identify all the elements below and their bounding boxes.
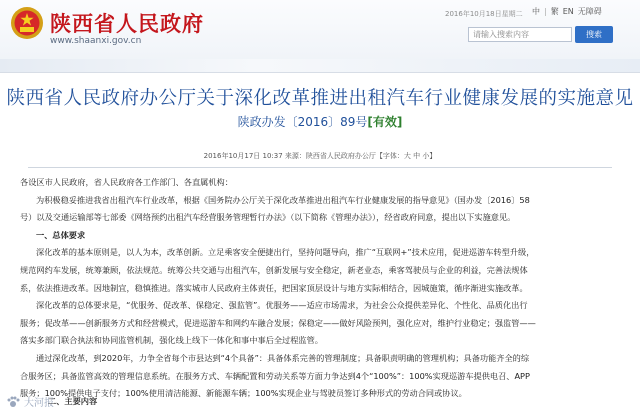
paragraph-line: 合服务区；具备监管高效的管理信息系统。在服务方式、车辆配置和劳动关系等方面力争达到4个“100%”：100%实现巡游车提供电召、APP [20,370,530,381]
watermark [6,394,54,409]
paragraph-line: 号）以及交通运输部等七部委《网络预约出租汽车经营服务管理暂行办法》（以下简称《管理办法》），经省政府同意，提出以下实施意见。 [20,212,516,223]
link-traditional[interactable]: 繁 [550,7,559,16]
header-links [532,6,602,17]
link-english[interactable]: EN [562,7,574,16]
paragraph-line: 深化改革的总体要求是，“优服务、促改革、保稳定、强监管”。优服务——适应市场需求，为社会公众提供差异化、个性化、品质化出行 [36,300,528,311]
header-banner [0,59,640,72]
paragraph-line: 落实多部门联合执法和协同监管机制，强化线上线下一体化和事中事后全过程监管。 [20,335,323,346]
search-button[interactable]: 搜索 [575,26,613,43]
paw-icon [6,395,20,409]
search-input[interactable]: 请输入搜索内容 [468,27,572,42]
section-heading: 二、主要内容 [48,396,98,406]
site-header [0,0,640,73]
document-number-row [0,113,640,130]
status-badge: [有效] [367,115,403,129]
paragraph-line: 系，依法推进改革。因地制宜，稳慎推进。落实城市人民政府主体责任，把国家顶层设计与地方实际相结合，因城施策，循序渐进实施改革。 [20,282,528,293]
paragraph-line: 规范网约车发展，统筹兼顾，依法规范。统筹公共交通与出租汽车，创新发展与安全稳定，新老业态，乘客驾驶员与企业的利益，完善法规体 [20,264,528,275]
site-url[interactable]: www.shaanxi.gov.cn [50,36,142,46]
document-number: 陕政办发〔2016〕89号 [237,115,368,129]
watermark-text: 大河报 [24,398,54,409]
national-emblem-icon [10,6,44,40]
section-heading: 一、总体要求 [36,229,86,240]
divider [28,167,612,168]
document-title: 陕西省人民政府办公厅关于深化改革推进出租汽车行业健康发展的实施意见 [6,88,634,109]
address-line: 各设区市人民政府，省人民政府各工作部门、各直属机构： [20,177,233,187]
link-simplified[interactable]: 中 [532,7,540,16]
header-date: 2016年10月18日星期二 [445,10,523,18]
paragraph-line: 为积极稳妥推进我省出租汽车行业改革，根据《国务院办公厅关于深化改革推进出租汽车行业健康发展的指导意见》（国办发〔2016〕58 [36,194,530,205]
document-meta: 2016年10月17日 10:37 来源：陕西省人民政府办公厅【字体：大 中 小】 [203,152,437,160]
paragraph-line: 通过深化改革，到2020年，力争全省每个市县达到“4个具备”：具备体系完善的管理制度；具备职责明确的管理机构；具备功能齐全的综 [36,352,530,363]
paragraph-line: 深化改革的基本原则是，以人为本，改革创新。立足乘客安全便捷出行，坚持问题导向，推广“互联网+”技术应用，促进巡游车转型升级， [36,247,535,258]
link-separator: | [544,7,547,16]
paragraph-line: 服务；100%提供电子支付；100%使用清洁能源、新能源车辆；100%实现企业与驾驶员签订多种形式的劳动合同或协议。 [20,388,467,399]
document-body [20,174,620,403]
link-accessibility[interactable]: 无障碍 [577,7,602,16]
site-title[interactable]: 陕西省人民政府 [50,12,204,36]
paragraph-line: 服务；促改革——创新服务方式和经营模式，促进巡游车和网约车融合发展；保稳定——做好风险预判，强化应对，维护行业稳定；强监管—— [20,317,536,328]
